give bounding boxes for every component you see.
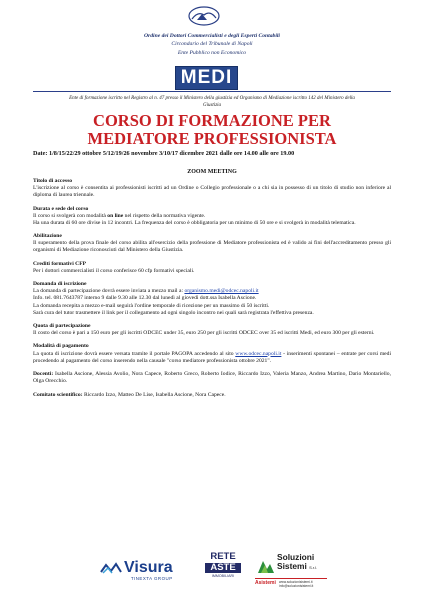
section-text [33,392,391,399]
medi-logo [175,66,238,90]
visura-name: Visura [124,559,173,576]
section-title: Titolo di accesso [33,178,73,184]
text-bold: on line [107,212,124,219]
zoom-meeting-label: ZOOM MEETING [187,169,237,175]
section-title: Crediti formativi CFP [33,260,87,267]
soluzioni-contacts [279,580,313,588]
section-title: Docenti: [33,371,54,378]
rete-aste-line2: ASTE [205,563,241,573]
visura-group: TINEXTA GROUP [130,576,173,581]
section-title: Quota di partecipazione [33,322,91,329]
section-crediti [33,261,391,275]
visura-wave-icon [100,562,122,574]
course-dates: Date: 1/8/15/22/29 ottobre 5/12/19/26 novembre 3/10/17 dicembre 2021 dalle ore 14.00 alle ore 19.00 [33,150,295,157]
text-run: Isabella Ascione, Alessia Avolio, Nora Capece, Roberto Greco, Roberto Iodice, Riccardo Izzo, Valeria Manzo, Andrea Martino, Dario Montariello, Olga Orecchio. [33,371,391,385]
section-text: L'iscrizione al corso è consentita ai professionisti iscritti ad un Ordine o Collegio professionale o a chi sia in possesso di un titolo di studio non inferiore al diploma di laurea triennale. [33,185,391,199]
visura-logo [100,560,173,581]
text-run: nel rispetto della normativa vigente. [123,212,206,219]
ente-description: Ente di formazione iscritto nel Registro al n. 47 presso il Ministero della giustizia ed Organismo di Mediazione iscritto 142 del Ministero della Giustizia [69,96,355,108]
section-text [33,371,391,385]
text-run: La domanda di partecipazione dovrà essere inviata a mezzo mail a: [33,288,185,295]
section-comitato [33,392,391,399]
section-title: Domanda di iscrizione [33,281,87,288]
odcec-emblem-icon [188,6,220,26]
course-title [0,112,424,147]
org-ente: Ente Pubblico non Economico [177,49,247,56]
course-title-line1: CORSO DI FORMAZIONE PER [93,111,331,130]
section-quota [33,323,391,337]
section-text: Il superamento della prova finale del corso abilita all'esercizio della professione di Mediatore professionista ed è valido ai fini dell'accreditamento presso gli organismi di Mediazione riconosciuti dal Ministero della Giustizia. [33,240,391,254]
soluzioni-sistemi-logo [255,552,327,592]
section-text: Ha una durata di 60 ore divise in 12 incontri. La frequenza del corso è obbligatoria per un minimo di 50 ore e si svolgerà in modalità telematica. [33,219,356,226]
section-text: Info. tel. 081.7643787 interno 9 dalle 9.30 alle 12.30 dal lunedì al giovedì dott.ssa Isabella Ascione. [33,295,257,302]
soluzioni-sistemi-emblem-icon [255,555,277,577]
section-accesso [33,178,391,199]
soluzioni-email: info@soluzionisistemi.it [279,584,314,588]
section-title: Comitato scientifico: [33,391,83,398]
soluzioni-name-line1: Soluzioni [277,552,315,562]
section-title: Durata e sede del corso [33,205,89,212]
section-text: Sarà cura del tutor trasmettere il link per il collegamento ad ogni singolo incontro nei quali sarà registrata l'effettiva presenza. [33,309,314,316]
org-header [0,32,424,57]
section-text: Per i dottori commercialisti il corso conferisce 60 cfp formativi speciali. [33,267,195,274]
text-run: Il corso si svolgerà con modalità [33,212,108,219]
soluzioni-website: www.soluzionisistemi.it [279,580,313,584]
section-text: Il costo del corso è pari a 150 euro per gli iscritti ODCEC under 35, euro 250 per gli iscritti ODCEC over 35 ed iscritti Medi, ed euro 300 per gli esterni. [33,330,375,337]
soluzioni-sistemi-bar [255,578,327,589]
document-body [33,178,391,405]
soluzioni-srl: S.r.l. [309,565,318,570]
org-name: Ordine dei Dottori Commercialisti e degli Esperti Contabili [144,33,280,39]
section-pagamento [33,343,391,364]
section-text [33,351,391,365]
rete-aste-line3: IMMOBILIARI [211,573,235,578]
section-domanda [33,281,391,316]
section-title: Abilitazione [33,233,62,240]
text-run: Riccardo Izzo, Matteo De Lise, Isabella Ascione, Nora Capece. [82,391,226,398]
asistemi-brand: Asistemi [255,580,276,586]
section-text [33,213,391,220]
header-divider [33,91,391,92]
soluzioni-sistemi-name [277,553,317,572]
sponsor-footer [0,532,424,600]
rete-aste-line1: RETE [210,551,236,562]
section-docenti [33,371,391,385]
org-circondario: Circondario del Tribunale di Napoli [171,41,253,48]
rete-aste-logo [205,552,241,592]
medi-logo-text: MEDI [180,67,233,88]
soluzioni-name-line2: Sistemi [277,561,307,571]
text-run: - inserimenti spontanei – entrate per corsi medi procedendo al pagamento del corso inserendo nella causale "corso mediatore professionista ottobre 2021". [33,350,392,364]
site-link[interactable]: www.odcec.napoli.it [235,350,282,357]
section-text: La domanda recepita a mezzo e-mail seguirà l'ordine temporale di ricezione per un massimo di 50 iscritti. [33,302,270,309]
text-run: La quota di iscrizione dovrà essere versata tramite il portale PAGOPA accedendo al sito [33,350,236,357]
email-link[interactable]: organismo.medi@odcec.napoli.it [184,288,259,295]
section-durata [33,206,391,227]
course-title-line2: MEDIATORE PROFESSIONISTA [87,128,337,148]
section-abilitazione [33,233,391,254]
section-title: Modalità di pagamento [33,343,89,350]
